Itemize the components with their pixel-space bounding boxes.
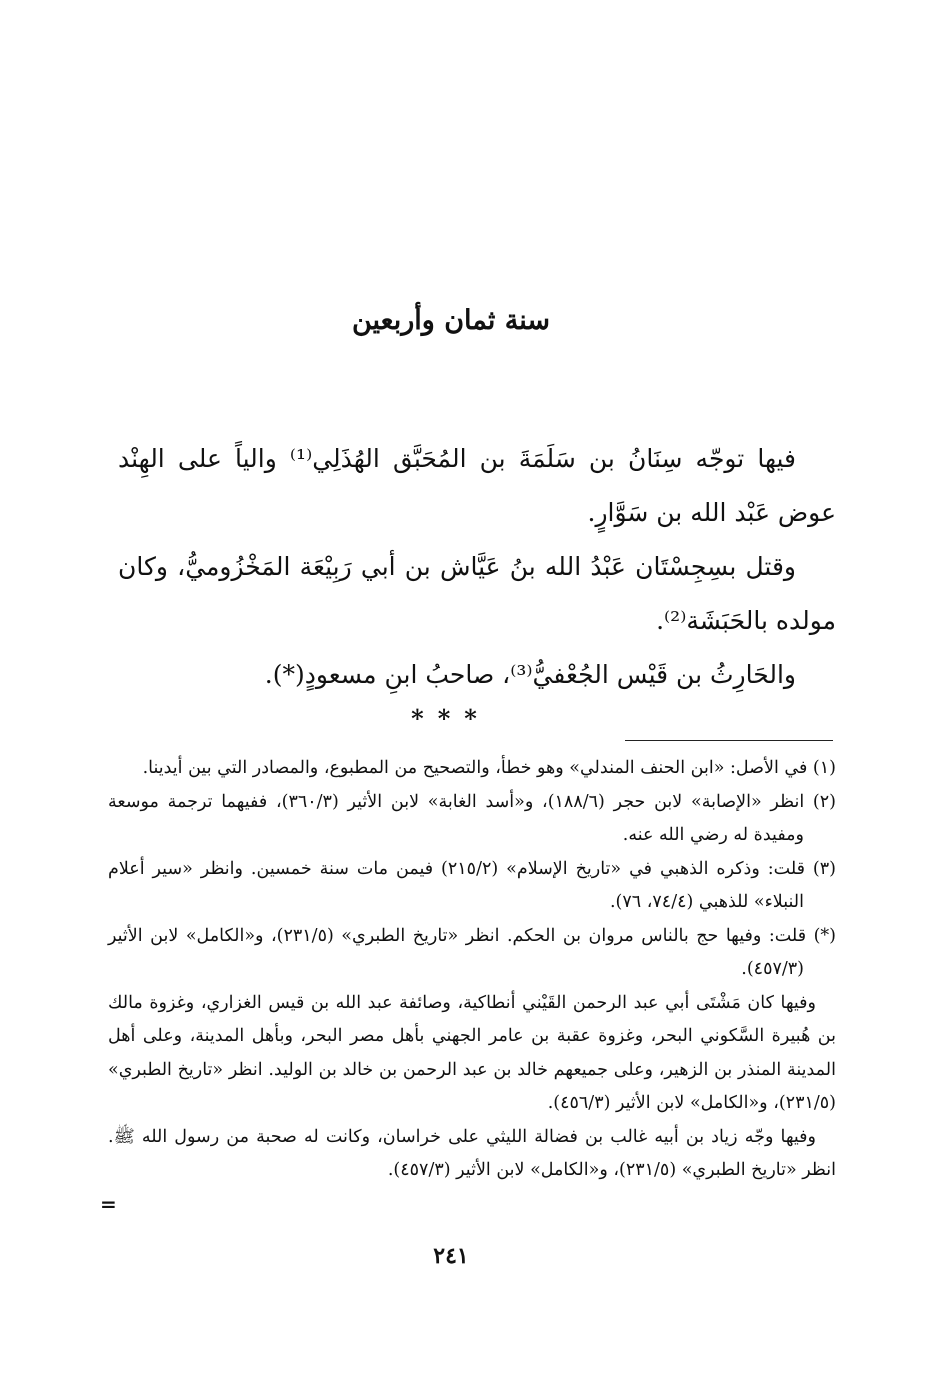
paragraph-1: فيها توجّه سِنَانُ بن سَلَمَةَ بن المُحَبَّق الهُذَلِي⁽¹⁾ والياً على الهِنْد عوض عَبْد الله بن سَوَّارٍ. (118, 444, 836, 527)
footnote-1: (١) في الأصل: «ابن الحنف المندلي» وهو خطأ، والتصحيح من المطبوع، والمصادر التي بين أيدينا. (142, 758, 836, 778)
footnotes (108, 752, 836, 1188)
page-number: ٢٤١ (433, 1243, 469, 1269)
paragraph-2: وقتل بسِجِسْتَان عَبْدُ الله بنُ عَيَّاش بن أبي رَبِيْعَة المَخْزُوميُّ، وكان مولده بالحَبَشَة⁽²⁾. (118, 552, 836, 635)
paragraph-3: والحَارِثُ بن قَيْس الجُعْفيُّ⁽³⁾، صاحبُ ابنِ مسعودٍ(*). (264, 660, 796, 689)
footnote-star-continued-1: وفيها كان مَشْتَى أبي عبد الرحمن القَيْني أنطاكية، وصائفة عبد الله بن قيس الغزاري، وغزوة مالك بن هُبيرة السَّكوني البحر، وغزوة عقبة بن عامر الجهني بأهل مصر البحر، وبأهل المدينة، وعلى أهل المدينة المنذر بن الزهير، وعلى جميعهم خالد بن عبد الرحمن بن خالد بن الوليد. انظر «تاريخ الطبري» (٢٣١/٥)، و«الكامل» لابن الأثير (٤٥٦/٣). (108, 992, 836, 1113)
section-separator: *** (411, 704, 491, 733)
footnote-divider (625, 740, 833, 741)
continuation-mark: = (100, 1192, 117, 1216)
chapter-title: سنة ثمان وأربعين (351, 305, 551, 336)
footnote-star: (*) قلت: وفيها حج بالناس مروان بن الحكم. انظر «تاريخ الطبري» (٢٣١/٥)، و«الكامل» لابن الأثير (٤٥٧/٣). (108, 925, 836, 979)
main-text (118, 432, 836, 702)
footnote-2: (٢) انظر «الإصابة» لابن حجر (١٨٨/٦)، و«أسد الغابة» لابن الأثير (٣٦٠/٣)، ففيهما ترجمة موسعة ومفيدة له رضي الله عنه. (108, 791, 836, 845)
footnote-3: (٣) قلت: وذكره الذهبي في «تاريخ الإسلام» (٢١٥/٢) فيمن مات سنة خمسين. وانظر «سير أعلام النبلاء» للذهبي (٧٤/٤، ٧٦). (108, 858, 836, 912)
footnote-star-continued-2: وفيها وجّه زياد بن أبيه غالب بن فضالة الليثي على خراسان، وكانت له صحبة من رسول الله ﷺ. انظر «تاريخ الطبري» (٢٣١/٥)، و«الكامل» لابن الأثير (٤٥٧/٣). (108, 1126, 836, 1180)
